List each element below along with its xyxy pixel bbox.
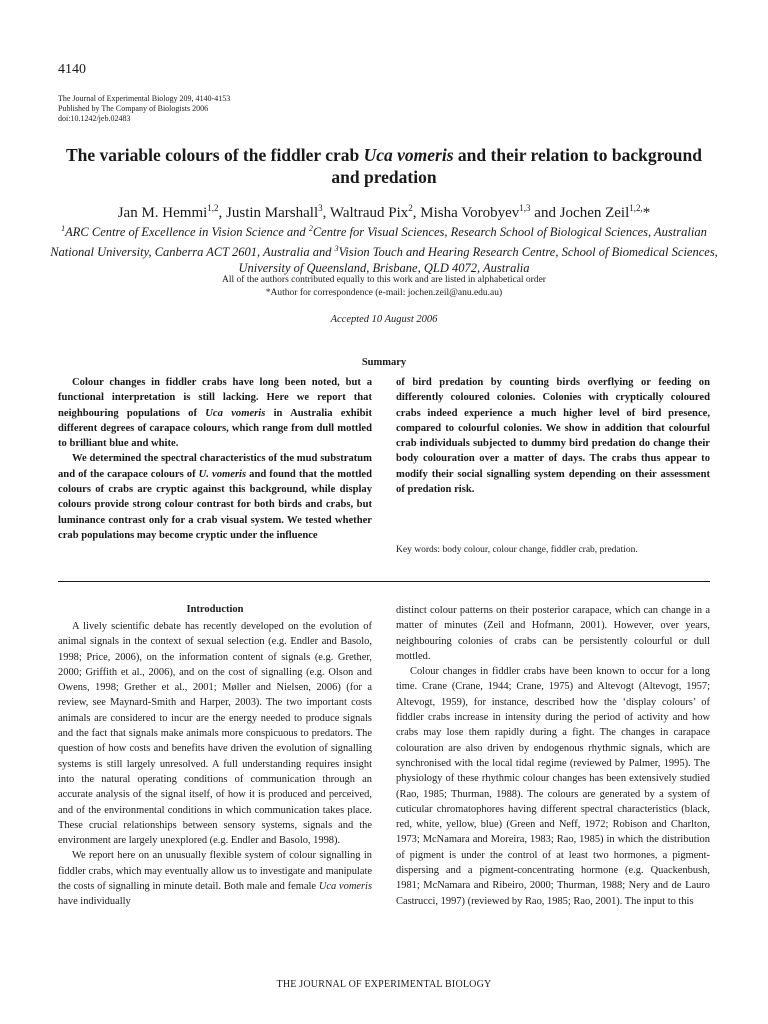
author-name: Misha Vorobyev — [420, 205, 520, 221]
body-column-right — [396, 603, 710, 909]
introduction-heading: Introduction — [186, 604, 244, 615]
summary-species: U. vomeris — [198, 468, 247, 480]
author-name: Jochen Zeil — [559, 205, 630, 221]
summary-text: and found that the mottled colours of crabs are cryptic against this background, while display colours provide strong colour contrast for both birds and crabs, but luminance contrast only for a crab visual system. We tested whether crab populations may become cryptic under the influence — [58, 468, 373, 541]
journal-footer: THE JOURNAL OF EXPERIMENTAL BIOLOGY — [276, 979, 492, 990]
summary-column-right — [396, 375, 710, 497]
author-name: Waltraud Pix — [329, 205, 409, 221]
affil-mark-1: 1 — [61, 224, 66, 233]
author-name: Justin Marshall — [226, 205, 319, 221]
journal-meta — [58, 94, 230, 124]
body-paragraph: Colour changes in fiddler crabs have been known to occur for a long time. Crane (Crane, 1944; Crane, 1975) and Altevogt (Altevogt, 1957; Altevogt, 1959), for instance, described how the ‘display colours’ of fiddler crabs increase in intensity during the period of activity and how crabs may lose them rapidly during a fight. The changes in carapace colouration are also driven by endogenous rhythmic signals, which are synchronised with the local tidal regime (reviewed by Palmer, 1995). The physiology of these rhythmic colour changes has been extensively studied (Rao, 1985; Thurman, 1988). The colours are generated by a system of cuticular chromatophores having different spectral characteristics (black, red, white, yellow, blue) (Green and Neff, 1972; Robison and Charlton, 1973; McNamara and Moreira, 1983; Rao, 1985) in which the distribution of pigment is under the control of at least two hormones, a pigment-dispersing and a pigment-concentrating hormone (e.g. Quackenbush, 1981; McNamara and Ribeiro, 2000; Thurman, 1988; Nery and de Lauro Castrucci, 1997) (reviewed by Rao, 1985; Rao, 2001). The input to this — [396, 666, 710, 907]
affiliation-1: ARC Centre of Excellence in Vision Science and — [65, 225, 309, 240]
author-list — [40, 198, 728, 223]
author-separator: , — [218, 205, 227, 221]
body-paragraph: A lively scientific debate has recently developed on the evolution of animal signals in the context of sexual selection (e.g. Endler and Basolo, 1998; Price, 2006), on the information content of signals (e.g. Grether, 2000; Griffith et al., 2006), and on the cost of signalling (e.g. Olson and Owens, 1998; Grether et al., 2001; Møller and Nielsen, 2006) (for a review, see Maynard-Smith and Harper, 2003). The two important costs animals are considered to incur are the energy needed to produce signals and the fact that signals make animals more conspicuous to predators. The question of how costs and benefits have driven the evolution of signalling systems is still largely unresolved. A full understanding requires insight into the natural operating conditions of communication through an accurate analysis of the signal itself, of how it is produced and perceived, and of the environmental conditions in which communication takes place. These crucial relationships between sensory systems, signals and the environment are largely unexplored (e.g. Endler and Basolo, 1998). — [58, 621, 372, 847]
journal-publisher: Published by The Company of Biologists 2006 — [58, 104, 209, 113]
author-affil-mark: 1,2, — [629, 203, 643, 213]
affiliations — [40, 221, 728, 277]
affiliation-3: Vision Touch and Hearing Research Centre, School of Biomedical Sciences, University of Queensland, Brisbane, QLD 4072, Australia — [238, 244, 718, 276]
author-separator: , — [412, 205, 421, 221]
journal-citation: The Journal of Experimental Biology 209, 4140-4153 — [58, 94, 231, 103]
title-part-2: and their relation to background and predation — [331, 145, 702, 187]
body-text: We report here on an unusually flexible system of colour signalling in fiddler crabs, which may eventually allow us to investigate and manipulate the costs of signalling in minute detail. Both male and female — [58, 850, 372, 893]
author-affil-mark: 2 — [408, 203, 413, 213]
author-affil-mark: 1,3 — [519, 203, 531, 213]
affiliation-2: Centre for Visual Sciences, Research School of Biological Sciences, Australian National University, Canberra ACT 2601, Australia and — [50, 225, 707, 259]
summary-column-left — [58, 375, 372, 543]
page-number: 4140 — [58, 62, 86, 77]
accepted-date: Accepted 10 August 2006 — [330, 314, 438, 325]
equal-contribution-note: All of the authors contributed equally to this work and are listed in alphabetical order — [222, 275, 546, 285]
summary-paragraph: of bird predation by counting birds overflying or feeding on differently coloured colonies. Colonies with cryptically coloured crabs indeed experience a much higher level of bird presence, compared to colourful colonies. We show in addition that colourful crab individuals subjected to dummy bird predation do change their body colouration over a matter of days. The crabs thus appear to modify their social signalling system depending on their assessment of predation risk. — [396, 377, 710, 496]
affil-mark-2: 2 — [308, 224, 313, 233]
author-affil-mark: 3 — [318, 203, 323, 213]
body-paragraph: distinct colour patterns on their posterior carapace, which can change in a matter of minutes (Zeil and Hofmann, 2001). However, over years, neighbouring colonies of crabs can be persistently colourful or dull mottled. — [396, 605, 710, 662]
summary-species: Uca vomeris — [205, 407, 266, 419]
summary-text: Colour changes in fiddler crabs have long been noted, but a functional interpretation is still lacking. Here we report that neighbouring populations of — [58, 377, 372, 419]
author-name: Jan M. Hemmi — [117, 205, 208, 221]
author-separator: , — [322, 205, 330, 221]
author-separator: and — [530, 205, 560, 221]
body-species: Uca vomeris — [318, 881, 373, 893]
keywords: Key words: body colour, colour change, fiddler crab, predation. — [396, 545, 638, 555]
title-species: Uca vomeris — [363, 145, 454, 165]
summary-heading: Summary — [361, 357, 407, 368]
journal-doi: doi:10.1242/jeb.02483 — [58, 114, 131, 123]
author-notes — [40, 274, 728, 299]
summary-text: in Australia exhibit different degrees of carapace colours, which range from dull mottled to brilliant blue and white. — [58, 407, 372, 450]
corresponding-author-mark: * — [642, 205, 651, 221]
summary-paragraph — [58, 451, 372, 543]
affil-mark-3: 3 — [334, 243, 339, 253]
body-column-left — [58, 619, 372, 910]
summary-paragraph — [58, 375, 372, 451]
summary-text: We determined the spectral characteristics of the mud substratum and of the carapace colours of — [58, 453, 372, 480]
title-part-1: The variable colours of the fiddler crab — [65, 145, 364, 165]
author-affil-mark: 1,2 — [207, 203, 219, 213]
correspondence-note: *Author for correspondence (e-mail: jochen.zeil@anu.edu.au) — [265, 287, 503, 298]
body-paragraph — [58, 848, 372, 909]
body-text: have individually — [58, 896, 131, 908]
section-divider — [58, 581, 710, 582]
article-title — [60, 144, 708, 188]
